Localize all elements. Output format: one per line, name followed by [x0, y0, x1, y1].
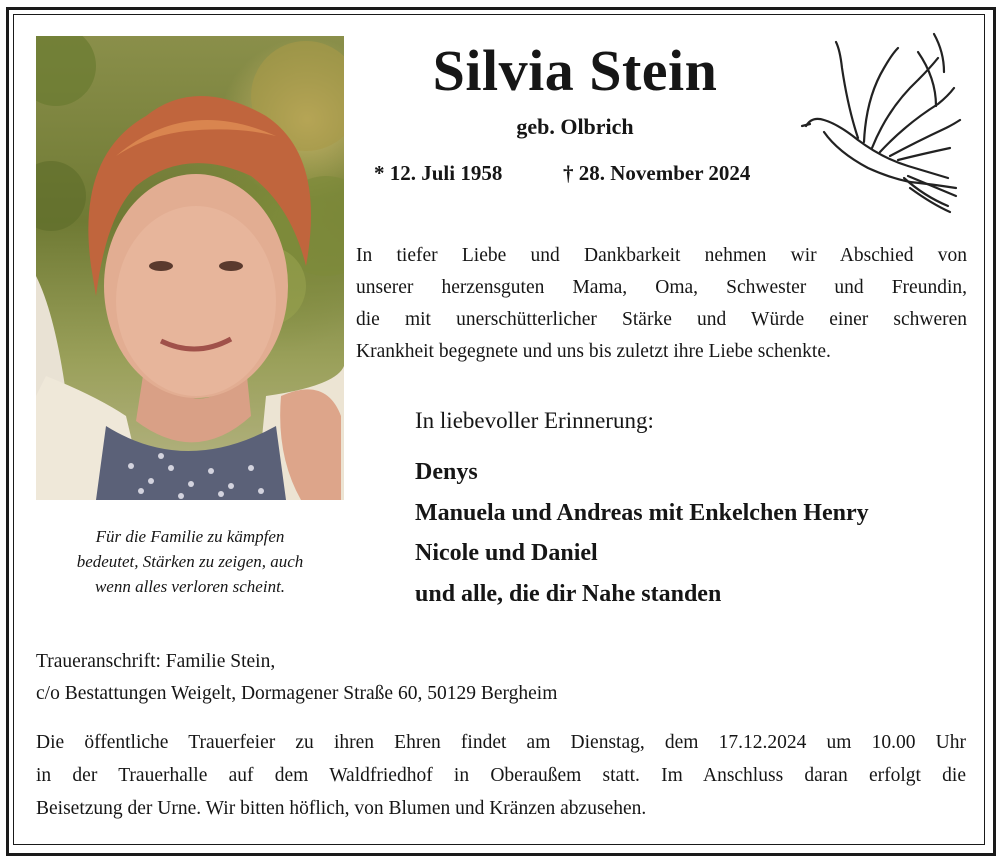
intro-text — [356, 240, 967, 368]
portrait-photo — [36, 36, 344, 500]
mourner: und alle, die dir Nahe standen — [415, 580, 722, 607]
address-line: Traueranschrift: Familie Stein, — [36, 651, 276, 672]
birth-date: * 12. Juli 1958 — [374, 161, 503, 185]
mourning-address — [36, 646, 557, 710]
mourner: Denys — [415, 459, 478, 485]
mourner: Manuela und Andreas mit Enkelchen Henry — [415, 499, 869, 526]
remembrance-heading: In liebevoller Erinnerung: — [415, 408, 654, 433]
intro-line: die mit unerschütterlicher Stärke und Würde einer schweren — [356, 309, 967, 330]
maiden-name: geb. Olbrich — [516, 114, 634, 139]
ceremony-line: Die öffentliche Trauerfeier zu ihren Ehren findet am Dienstag, dem 17.12.2024 um 10.00 Uhr — [36, 732, 966, 753]
ceremony-text — [36, 726, 966, 825]
death-date: † 28. November 2024 — [563, 161, 751, 185]
address-line: c/o Bestattungen Weigelt, Dormagener Straße 60, 50129 Bergheim — [36, 683, 558, 704]
mourners-list — [415, 452, 869, 614]
caption-line: wenn alles verloren scheint. — [94, 577, 286, 596]
deceased-name: Silvia Stein — [432, 38, 718, 103]
ceremony-line: Beisetzung der Urne. Wir bitten höflich, von Blumen und Kränzen abzusehen. — [36, 798, 647, 819]
intro-line: Krankheit begegnete und uns bis zuletzt ihre Liebe schenkte. — [356, 341, 831, 362]
mourner: Nicole und Daniel — [415, 540, 598, 566]
caption-line: bedeutet, Stärken zu zeigen, auch — [76, 552, 304, 571]
photo-caption — [36, 524, 344, 599]
ceremony-line: in der Trauerhalle auf dem Waldfriedhof in Oberaußem statt. Im Anschluss daran erfolgt die — [36, 765, 966, 786]
caption-line: Für die Familie zu kämpfen — [95, 527, 285, 546]
intro-line: unserer herzensguten Mama, Oma, Schwester und Freundin, — [356, 277, 967, 298]
dove-icon — [798, 28, 964, 214]
intro-line: In tiefer Liebe und Dankbarkeit nehmen wir Abschied von — [356, 245, 967, 266]
